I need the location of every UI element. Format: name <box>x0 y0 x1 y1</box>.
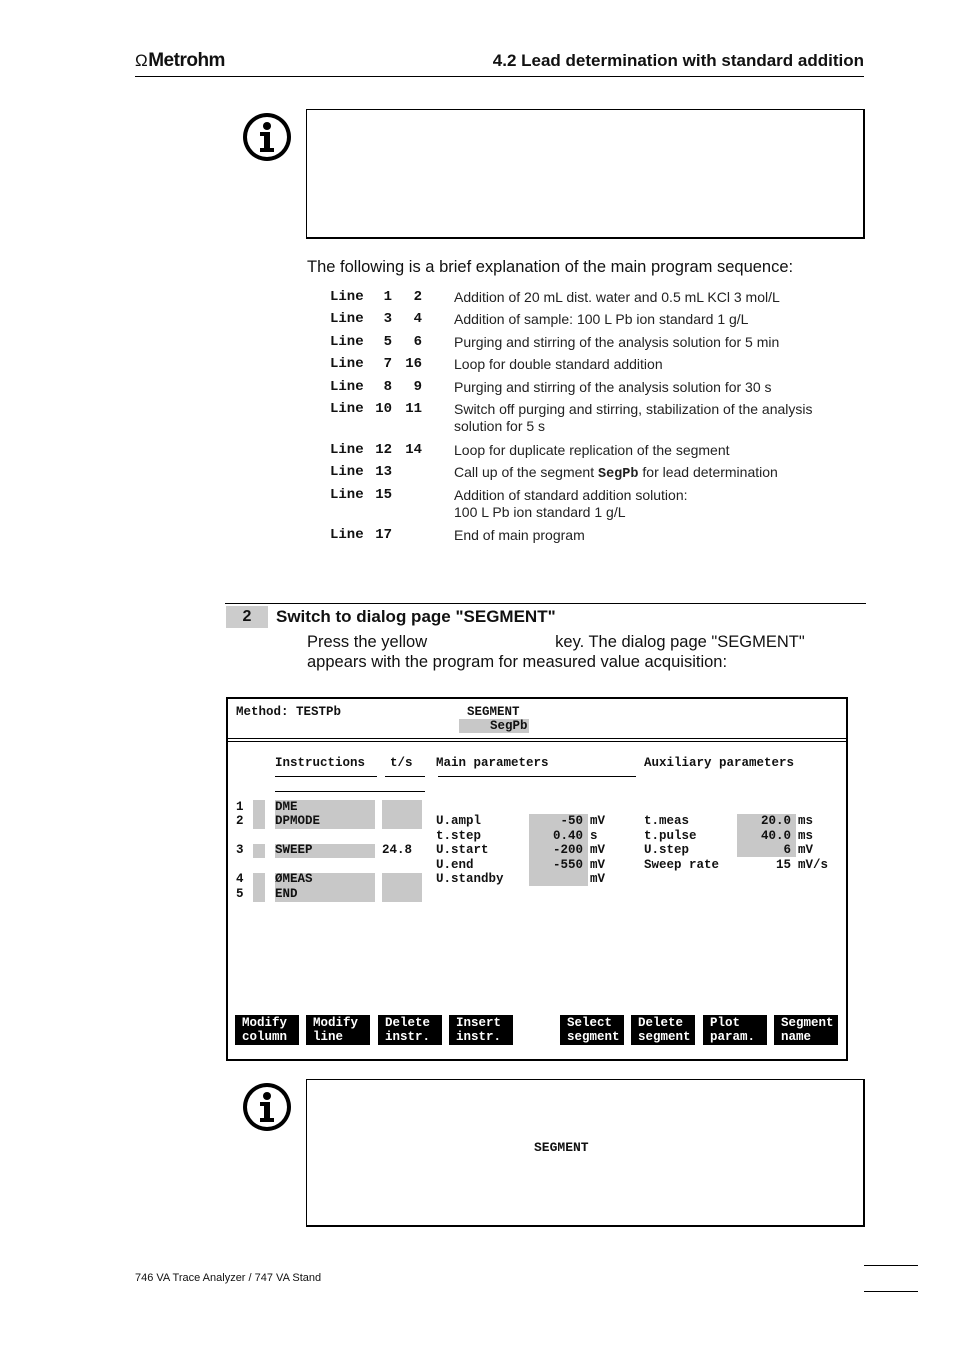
logo-text: Metrohm <box>148 50 225 71</box>
section-title: 4.2 Lead determination with standard addition <box>492 51 864 70</box>
select-segment-button[interactable]: Select segment <box>560 1015 624 1045</box>
segment-name-button[interactable]: Segment name <box>774 1015 838 1045</box>
segment-name-field[interactable]: SegPb <box>490 719 528 733</box>
delete-instr-button[interactable]: Delete instr. <box>378 1015 442 1045</box>
footer-product: 746 VA Trace Analyzer / 747 VA Stand <box>135 1272 322 1284</box>
dialog-page-name: SEGMENT <box>467 705 520 719</box>
item-description: Addition of 20 mL dist. water and 0.5 mL KCl 3 mol/L <box>454 289 780 305</box>
metrohm-logo <box>135 50 225 72</box>
item-description: End of main program <box>454 527 585 543</box>
segment-dialog-screen: Method: TESTPb SEGMENT SegPb Instructions t/s Main parameters Auxiliary parameters 1 DME 2 DPMODE 3 SWEEP 24.8 4 ØMEAS 5 END U.ampl -50 mV t.step 0.40 s U.start -200 mV U.end -550 mV U.standby mV t.meas 20.0 ms t.pulse 40.0 ms U.step 6 mV Sweep rate 15 mV/s Modify column Modify line Delete instr. Insert instr. Select segment Delete segment Plot param. Segment name <box>226 697 848 1061</box>
item-description: Purging and stirring of the analysis solution for 5 min <box>454 334 780 350</box>
item-description: Call up of the segment SegPb for lead determination <box>454 464 778 482</box>
footer-rule-bottom <box>864 1291 918 1292</box>
step-rule <box>225 603 866 604</box>
omega-logo-icon: Ω <box>135 51 148 70</box>
segment-code: SegPb <box>597 467 639 482</box>
item-description: Addition of standard addition solution: 100 L Pb ion standard 1 g/L <box>454 487 688 520</box>
modify-line-button[interactable]: Modify line <box>306 1015 370 1045</box>
intro-text: The following is a brief explanation of the main program sequence: <box>307 258 794 276</box>
column-header-aux: Auxiliary parameters <box>644 756 795 770</box>
item-description: Loop for duplicate replication of the segment <box>454 442 730 458</box>
item-description: Purging and stirring of the analysis solution for 30 s <box>454 379 772 395</box>
step-title: Switch to dialog page "SEGMENT" <box>276 607 556 626</box>
info-icon <box>243 113 291 161</box>
step-number: 2 <box>226 606 268 628</box>
modify-column-button[interactable]: Modify column <box>235 1015 299 1045</box>
plot-param-button[interactable]: Plot param. <box>703 1015 767 1045</box>
column-header-main: Main parameters <box>436 756 549 770</box>
delete-segment-button[interactable]: Delete segment <box>631 1015 695 1045</box>
insert-instr-button[interactable]: Insert instr. <box>449 1015 513 1045</box>
column-header-ts: t/s <box>390 756 413 770</box>
item-description: Loop for double standard addition <box>454 356 663 372</box>
header-rule <box>135 76 864 77</box>
step-text: Press the yellow key. The dialog page "SEGMENT" appears with the program for measured value acquisition: <box>307 633 805 671</box>
info-icon <box>243 1083 291 1131</box>
method-label: Method: TESTPb <box>236 705 342 719</box>
item-description: Addition of sample: 100 L Pb ion standard 1 g/L <box>454 311 749 327</box>
footer-rule-top <box>864 1265 918 1266</box>
note-segment-code: SEGMENT <box>534 1140 589 1155</box>
column-header-instructions: Instructions <box>275 756 366 770</box>
item-description: Switch off purging and stirring, stabilization of the analysis solution for 5 s <box>454 401 813 434</box>
note-box-1 <box>306 109 865 239</box>
